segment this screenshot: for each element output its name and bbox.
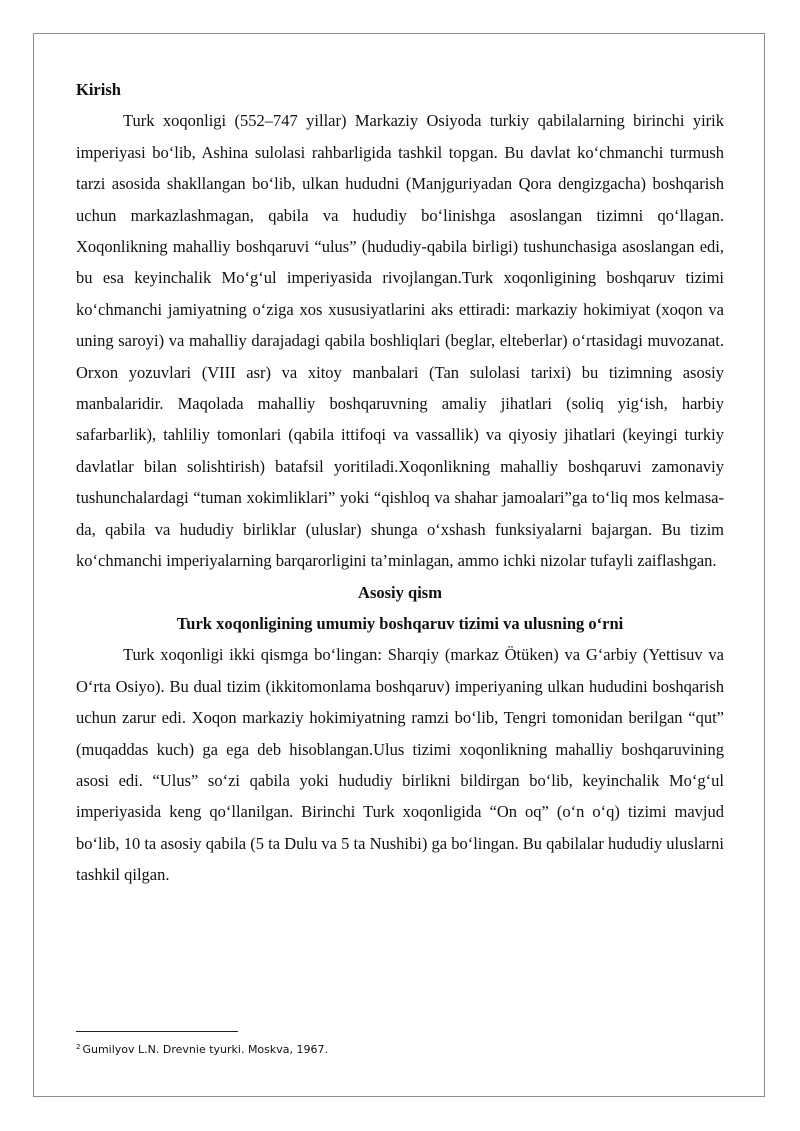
- main-paragraph: Turk xoqonligi ikki qismga bo‘lingan: Sharqiy (markaz Ötüken) va G‘arbiy (Yettisuv va O‘rta Osiyo). Bu dual tizim (ikkitomonlama boshqaruv) imperiyaning ulkan hududini boshqarish uchun zarur edi. Xoqon markaziy hokimiyatning ramzi bo‘lib, Tengri tomonidan berilgan “qut” (muqaddas kuch) ga ega deb hisoblangan.Ulus tizimi xoqonlikning mahalliy boshqaruvining asosi edi. “Ulus” so‘zi qabila yoki hududiy birlikni bildirgan bo‘lib, keyinchalik Mo‘g‘ul imperiyasida keng qo‘llanilgan. Birinchi Turk xoqonligida “On oq” (o‘n o‘q) tizimi mavjud bo‘lib, 10 ta asosiy qabila (5 ta Dulu va 5 ta Nushibi) ga bo‘lingan. Bu qabilalar hududiy uluslarni tashkil qilgan.: [76, 645, 724, 885]
- intro-paragraph: Turk xoqonligi (552–747 yillar) Markaziy Osiyoda turkiy qabilalarning birinchi yirik imperiyasi bo‘lib, Ashina sulolasi rahbarligida tashkil topgan. Bu davlat ko‘chmanchi turmush tarzi asosida shakllangan bo‘lib, ulkan hududni (Manjguriyadan Qora dengizgacha) boshqarish uchun markazlashmagan, qabila va hududiy bo‘linishga asoslangan tizimni qo‘llagan. Xoqonlikning mahalliy boshqaruvi “ulus” (hududiy-qabila birligi) tushunchasiga asoslangan edi, bu esa keyinchalik Mo‘g‘ul imperiyasida rivojlangan.Turk xoqonligining boshqaruv tizimi ko‘chmanchi jamiyatning o‘ziga xos xususiyatlarini aks ettiradi: markaziy hokimiyat (xoqon va uning saroyi) va mahalliy darajadagi qabila boshliqlari (beglar, elteberlar) o‘rtasidagi muvozanat. Orxon yozuvlari (VIII asr) va xitoy manbalari (Tan sulolasi tarixi) bu tizimning asosiy manbalaridir. Maqolada mahalliy boshqaruvning amaliy jihatlari (soliq yig‘ish, harbiy safarbarlik), tahliliy tomonlari (qabila ittifoqi va vassallik) va qiyosiy jihatlari (keyingi turkiy davlatlar bilan solishtirish) batafsil yoritiladi.Xoqonlikning mahalliy boshqaruvi zamonaviy tushunchalardagi “tuman xokimliklari” yoki “qishloq va shahar jamoalari”ga to‘liq mos kelmasa-da, qabila va hududiy birliklar (uluslar) shunga o‘xshash funksiyalarni bajargan. Bu tizim ko‘chmanchi imperiyalarning barqarorligini ta’minlagan, ammo ichki nizolar tufayli zaiflashgan.: [76, 111, 724, 571]
- main-subheading: Turk xoqonligining umumiy boshqaruv tizimi va ulusning o‘rni: [176, 613, 624, 633]
- intro-heading: Kirish: [76, 80, 121, 99]
- footnote-separator: [76, 1031, 238, 1032]
- footnote: [76, 1040, 328, 1057]
- document-body: [76, 74, 724, 891]
- footnote-marker: 2: [76, 1043, 81, 1051]
- footnote-text: Gumilyov L.N. Drevnie tyurki. Moskva, 1967.: [82, 1043, 328, 1056]
- main-section-heading: Asosiy qism: [358, 582, 442, 602]
